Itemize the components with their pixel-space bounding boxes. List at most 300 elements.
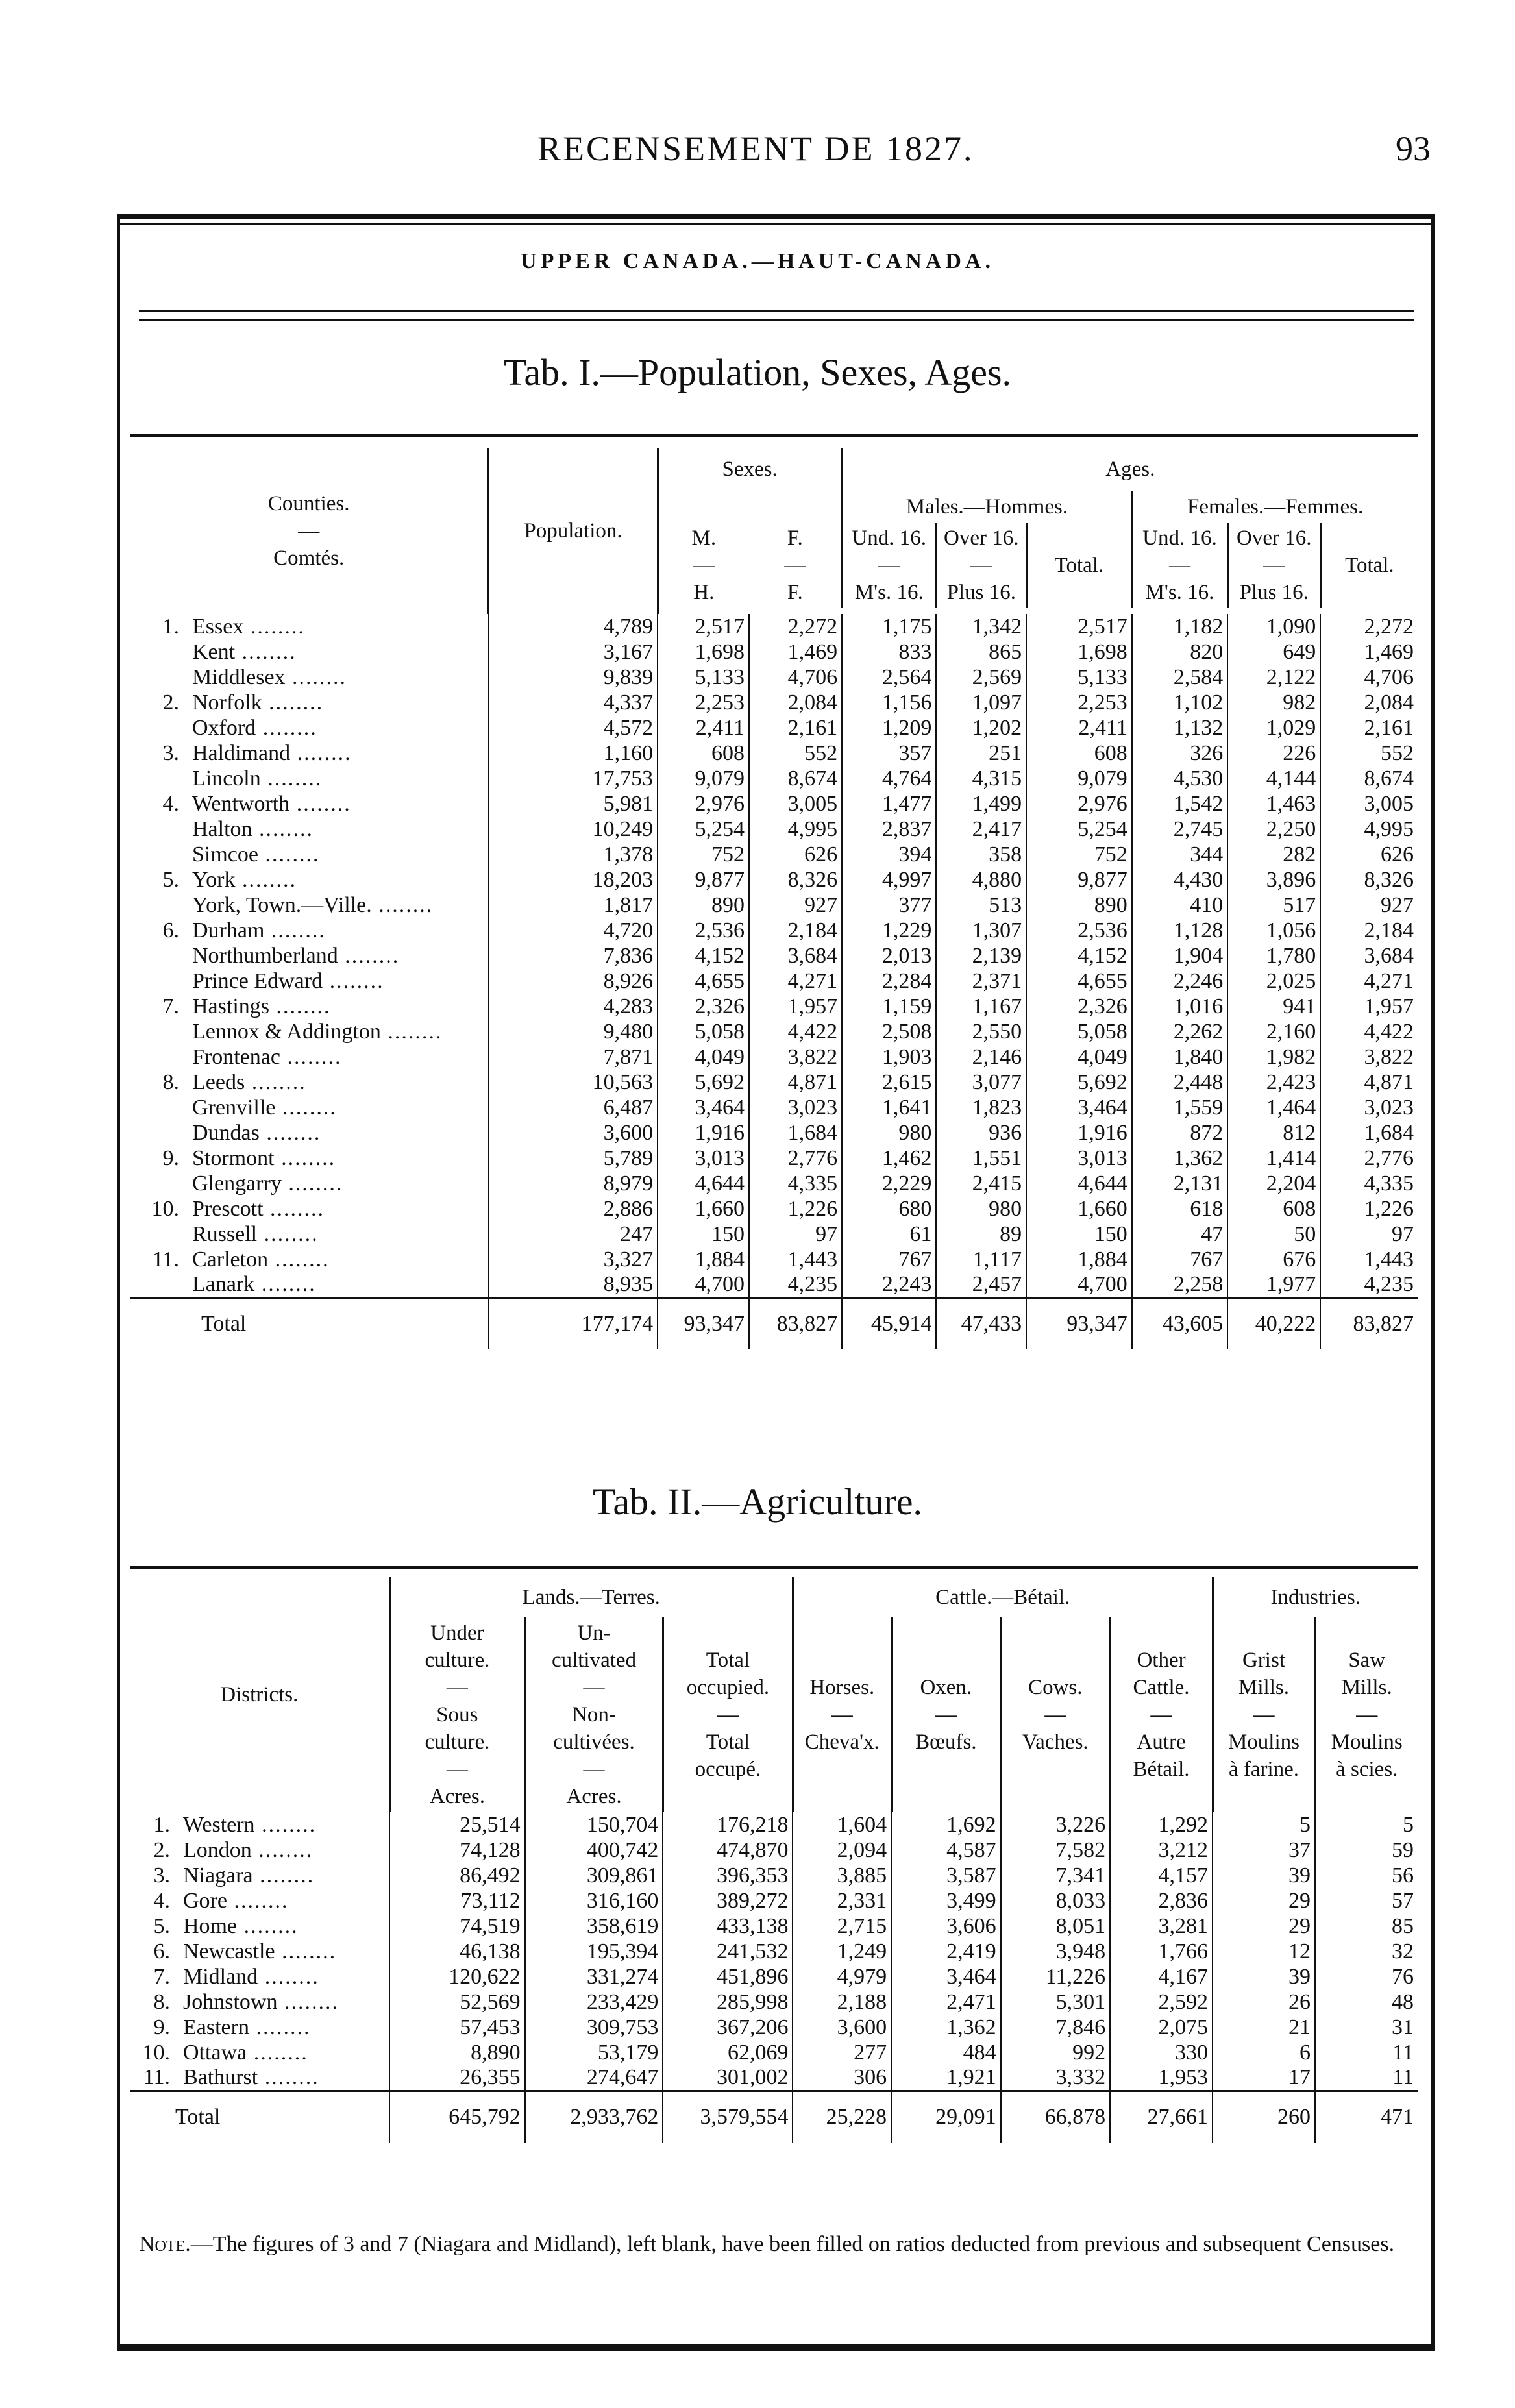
row-name: Newcastle: [183, 1939, 275, 1963]
table-cell: 4,337: [489, 690, 658, 715]
table-cell: 1,884: [658, 1247, 749, 1272]
table-cell: 649: [1227, 639, 1320, 665]
table-row: [130, 1171, 1418, 1196]
header-females-over16: [1227, 523, 1320, 608]
table-cell: 1,884: [1026, 1247, 1132, 1272]
table-cell: 1,097: [936, 690, 1026, 715]
table-cell: 2,161: [749, 715, 842, 741]
footnote-lead: Note.: [139, 2232, 191, 2256]
table-row: [130, 1863, 1418, 1888]
header-other-cattle: [1110, 1617, 1213, 1812]
table-cell: 1,957: [1320, 994, 1418, 1019]
table-cell: 17: [1213, 2065, 1315, 2091]
table-cell: 833: [842, 639, 936, 665]
row-label: [130, 1812, 389, 1837]
table-cell: 74,128: [389, 1837, 525, 1863]
table-cell: 1,698: [1026, 639, 1132, 665]
row-number: 5.: [162, 867, 179, 892]
table-cell: 97: [1320, 1222, 1418, 1247]
table-cell: 1,692: [891, 1812, 1000, 1837]
header-text: —: [693, 554, 715, 577]
header-cows: [1001, 1617, 1110, 1812]
table-cell: 676: [1227, 1247, 1320, 1272]
table-cell: 326: [1132, 741, 1227, 766]
row-label: [130, 842, 489, 867]
table-cell: 195,394: [525, 1939, 663, 1964]
table-cell: 6: [1213, 2040, 1315, 2065]
table-cell: 8,326: [749, 867, 842, 892]
table-row: [130, 1812, 1418, 1837]
table-cell: 3,684: [749, 943, 842, 968]
table-cell: 274,647: [525, 2065, 663, 2091]
table-cell: 1,840: [1132, 1044, 1227, 1070]
row-name: London: [183, 1837, 252, 1862]
table-cell: 97: [749, 1222, 842, 1247]
table-cell: 251: [936, 741, 1026, 766]
table-cell: 2,229: [842, 1171, 936, 1196]
table-cell: 3,464: [891, 1964, 1000, 1989]
table-cell: 1,463: [1227, 791, 1320, 817]
table-cell: 1,982: [1227, 1044, 1320, 1070]
table-cell: 4,880: [936, 867, 1026, 892]
table-cell: 4,152: [658, 943, 749, 968]
table-cell: 39: [1213, 1863, 1315, 1888]
row-name: York, Town.—Ville.: [192, 892, 372, 917]
table-cell: 4,530: [1132, 766, 1227, 791]
table-cell: 277: [793, 2040, 891, 2065]
header-text: Und. 16.: [852, 526, 927, 550]
table-cell: 74,519: [389, 1913, 525, 1939]
row-label: [130, 1095, 489, 1120]
table-cell: 1,641: [842, 1095, 936, 1120]
table-row: [130, 1146, 1418, 1171]
table-cell: 1,916: [1026, 1120, 1132, 1146]
header-text: —: [1150, 1703, 1172, 1726]
total-cell: 83,827: [1320, 1298, 1418, 1349]
table-cell: 2,253: [1026, 690, 1132, 715]
table-cell: 927: [1320, 892, 1418, 918]
total-row: [130, 2091, 1418, 2143]
row-label: [130, 918, 489, 943]
table-cell: 3,587: [891, 1863, 1000, 1888]
table-row: [130, 842, 1418, 867]
header-text: Bétail.: [1133, 1758, 1190, 1781]
table-cell: 4,706: [1320, 665, 1418, 690]
table-cell: 1,160: [489, 741, 658, 766]
total-label: Total: [130, 1298, 489, 1349]
header-text: Non-: [572, 1703, 616, 1726]
header-text: Plus 16.: [946, 581, 1016, 604]
table-cell: 21: [1213, 2015, 1315, 2040]
header-text: Counties.: [267, 492, 350, 515]
table-cell: 1,159: [842, 994, 936, 1019]
row-name: Eastern: [183, 2015, 249, 2039]
table-cell: 2,584: [1132, 665, 1227, 690]
table-cell: 3,013: [658, 1146, 749, 1171]
table-cell: 233,429: [525, 1989, 663, 2015]
table-cell: 2,976: [1026, 791, 1132, 817]
leader-dots: ........: [254, 1812, 317, 1837]
header-text: —: [717, 1703, 739, 1726]
table-cell: 626: [1320, 842, 1418, 867]
table-cell: 29: [1213, 1913, 1315, 1939]
table-cell: 890: [1026, 892, 1132, 918]
table-cell: 4,271: [1320, 968, 1418, 994]
header-text: —: [583, 1676, 605, 1699]
table-cell: 1,904: [1132, 943, 1227, 968]
header-ages: Ages.: [842, 448, 1418, 491]
table-cell: 37: [1213, 1837, 1315, 1863]
leader-dots: ........: [280, 1044, 342, 1069]
table-cell: 11,226: [1001, 1964, 1110, 1989]
header-text: occupied.: [686, 1676, 770, 1699]
table-cell: 2,457: [936, 1272, 1026, 1298]
leader-dots: ........: [252, 1863, 315, 1887]
table-cell: 1,684: [1320, 1120, 1418, 1146]
header-cattle: Cattle.—Bétail.: [793, 1577, 1213, 1617]
table-cell: 1,780: [1227, 943, 1320, 968]
leader-dots: ........: [275, 1939, 337, 1963]
table-row: [130, 766, 1418, 791]
table-row: [130, 1247, 1418, 1272]
brace-sexes: [658, 491, 842, 523]
row-label: [130, 867, 489, 892]
row-name: Leeds: [192, 1070, 245, 1094]
total-cell: 45,914: [842, 1298, 936, 1349]
table-cell: 2,250: [1227, 817, 1320, 842]
row-name: Grenville: [192, 1095, 276, 1120]
table-row: [130, 1070, 1418, 1095]
leader-dots: ........: [254, 1272, 316, 1296]
table-cell: 2,411: [1026, 715, 1132, 741]
table-cell: 872: [1132, 1120, 1227, 1146]
table-cell: 4,271: [749, 968, 842, 994]
table-row: [130, 1888, 1418, 1913]
frame-top-rule: [117, 214, 1435, 219]
table-cell: 12: [1213, 1939, 1315, 1964]
table-cell: 5,789: [489, 1146, 658, 1171]
table-cell: 4,152: [1026, 943, 1132, 968]
divider: [139, 319, 1414, 321]
table-cell: 61: [842, 1222, 936, 1247]
table-cell: 2,253: [658, 690, 749, 715]
row-name: Stormont: [192, 1146, 275, 1170]
total-cell: 3,579,554: [663, 2091, 793, 2143]
total-row: [130, 1298, 1418, 1349]
table-cell: 57,453: [389, 2015, 525, 2040]
table-cell: 1,156: [842, 690, 936, 715]
header-males-over16: [936, 523, 1026, 608]
header-text: culture.: [425, 1730, 490, 1754]
table-cell: 2,776: [1320, 1146, 1418, 1171]
row-name: Halton: [192, 817, 252, 841]
row-label: [130, 614, 489, 639]
total-cell: 2,933,762: [525, 2091, 663, 2143]
table-cell: 4,430: [1132, 867, 1227, 892]
table-cell: 820: [1132, 639, 1227, 665]
header-uncultivated: [525, 1617, 663, 1812]
table-cell: 2,184: [749, 918, 842, 943]
table-cell: 5,133: [1026, 665, 1132, 690]
table-cell: 1,903: [842, 1044, 936, 1070]
row-name: Carleton: [192, 1247, 269, 1272]
table-row: [130, 943, 1418, 968]
row-name: Norfolk: [192, 690, 262, 715]
table-cell: 344: [1132, 842, 1227, 867]
table-cell: 1,464: [1227, 1095, 1320, 1120]
table-cell: 7,341: [1001, 1863, 1110, 1888]
table-cell: 4,572: [489, 715, 658, 741]
table-cell: 1,469: [749, 639, 842, 665]
header-text: —: [970, 554, 992, 577]
row-number: 3.: [162, 741, 179, 765]
header-text: —: [298, 519, 320, 543]
table-cell: 1,167: [936, 994, 1026, 1019]
row-label: [130, 690, 489, 715]
header-text: Cattle.: [1133, 1676, 1190, 1699]
row-label: [130, 741, 489, 766]
table-cell: 26: [1213, 1989, 1315, 2015]
table-cell: 46,138: [389, 1939, 525, 1964]
table-cell: 2,550: [936, 1019, 1026, 1044]
row-label: [130, 1044, 489, 1070]
table-cell: 1,477: [842, 791, 936, 817]
table-row: [130, 1095, 1418, 1120]
header-text: —: [831, 1703, 853, 1726]
table-cell: 1,443: [1320, 1247, 1418, 1272]
table-cell: 3,885: [793, 1863, 891, 1888]
total-cell: 43,605: [1132, 1298, 1227, 1349]
leader-dots: ........: [277, 1989, 339, 2014]
table-cell: 3,023: [1320, 1095, 1418, 1120]
table-cell: 4,764: [842, 766, 936, 791]
header-text: Other: [1137, 1649, 1186, 1672]
table-cell: 330: [1110, 2040, 1213, 2065]
row-label: [130, 1120, 489, 1146]
table-cell: 1,175: [842, 614, 936, 639]
row-number: 10.: [142, 2040, 170, 2065]
table-cell: 241,532: [663, 1939, 793, 1964]
leader-dots: ........: [338, 943, 400, 968]
table-cell: 8,935: [489, 1272, 658, 1298]
leader-dots: ........: [289, 791, 351, 816]
table-row: [130, 1989, 1418, 2015]
table-cell: 4,995: [749, 817, 842, 842]
table-cell: 47: [1132, 1222, 1227, 1247]
table-cell: 1,551: [936, 1146, 1026, 1171]
table-cell: 400,742: [525, 1837, 663, 1863]
table-cell: 1,229: [842, 918, 936, 943]
table-cell: 120,622: [389, 1964, 525, 1989]
table-cell: 1,660: [1026, 1196, 1132, 1222]
header-text: cultivées.: [553, 1730, 635, 1754]
table-cell: 73,112: [389, 1888, 525, 1913]
table-cell: 2,471: [891, 1989, 1000, 2015]
header-text: M's. 16.: [1145, 581, 1214, 604]
header-males: Males.—Hommes.: [842, 491, 1132, 523]
table-cell: 4,700: [658, 1272, 749, 1298]
table-cell: 1,378: [489, 842, 658, 867]
row-label: [130, 791, 489, 817]
leader-dots: ........: [275, 1095, 337, 1120]
row-name: Ottawa: [183, 2040, 247, 2065]
header-districts: Districts.: [220, 1683, 299, 1706]
row-name: Home: [183, 1913, 238, 1938]
leader-dots: ........: [290, 741, 352, 765]
table-row: [130, 791, 1418, 817]
table-cell: 31: [1315, 2015, 1418, 2040]
table-cell: 2,272: [749, 614, 842, 639]
header-text: Grist: [1242, 1649, 1285, 1672]
table-cell: 2,013: [842, 943, 936, 968]
header-females: Females.—Femmes.: [1132, 491, 1418, 523]
row-label: [130, 1863, 389, 1888]
row-name: York: [192, 867, 236, 892]
table-cell: 2,075: [1110, 2015, 1213, 2040]
table-cell: 3,212: [1110, 1837, 1213, 1863]
table-cell: 9,877: [658, 867, 749, 892]
table-cell: 2,204: [1227, 1171, 1320, 1196]
table-cell: 1,362: [1132, 1146, 1227, 1171]
header-text: Sous: [436, 1703, 478, 1726]
table-cell: 1,542: [1132, 791, 1227, 817]
table-cell: 1,226: [749, 1196, 842, 1222]
table-cell: 2,448: [1132, 1070, 1227, 1095]
table-cell: 1,921: [891, 2065, 1000, 2091]
table-cell: 150: [658, 1222, 749, 1247]
row-name: Durham: [192, 918, 265, 942]
row-label: [130, 2065, 389, 2091]
table-cell: 59: [1315, 1837, 1418, 1863]
table-cell: 39: [1213, 1964, 1315, 1989]
header-saw-mills: [1315, 1617, 1418, 1812]
table-cell: 358,619: [525, 1913, 663, 1939]
header-text: Over 16.: [944, 526, 1019, 550]
table-cell: 18,203: [489, 867, 658, 892]
row-label: [130, 1070, 489, 1095]
header-text: —: [1044, 1703, 1066, 1726]
table-cell: 76: [1315, 1964, 1418, 1989]
header-text: —: [1263, 554, 1285, 577]
table-cell: 316,160: [525, 1888, 663, 1913]
table-row: [130, 1196, 1418, 1222]
table-cell: 941: [1227, 994, 1320, 1019]
header-text: Acres.: [566, 1785, 622, 1808]
row-name: Northumberland: [192, 943, 338, 968]
table-cell: 552: [749, 741, 842, 766]
table-cell: 980: [842, 1120, 936, 1146]
leader-dots: ........: [269, 994, 331, 1018]
row-label: [130, 1913, 389, 1939]
leader-dots: ........: [247, 2040, 308, 2065]
table-cell: 4,049: [658, 1044, 749, 1070]
table-cell: 389,272: [663, 1888, 793, 1913]
row-name: Oxford: [192, 715, 256, 740]
table-cell: 1,209: [842, 715, 936, 741]
table-cell: 2,569: [936, 665, 1026, 690]
region-title: UPPER CANADA.—HAUT-CANADA.: [521, 249, 994, 273]
leader-dots: ........: [323, 968, 384, 993]
table-cell: 3,013: [1026, 1146, 1132, 1171]
table-cell: 927: [749, 892, 842, 918]
leader-dots: ........: [371, 892, 434, 917]
table-cell: 150: [1026, 1222, 1132, 1247]
table-cell: 865: [936, 639, 1026, 665]
table-cell: 2,184: [1320, 918, 1418, 943]
table-cell: 5,254: [658, 817, 749, 842]
table-cell: 9,480: [489, 1019, 658, 1044]
leader-dots: ........: [259, 1120, 321, 1145]
table-cell: 3,606: [891, 1913, 1000, 1939]
table-cell: 8,979: [489, 1171, 658, 1196]
header-text: cultivated: [551, 1649, 637, 1672]
table-cell: 1,977: [1227, 1272, 1320, 1298]
table-cell: 5,692: [658, 1070, 749, 1095]
leader-dots: ........: [380, 1019, 443, 1044]
row-name: Gore: [183, 1888, 227, 1913]
table-cell: 4,422: [1320, 1019, 1418, 1044]
table-cell: 4,283: [489, 994, 658, 1019]
header-text: Mills.: [1341, 1676, 1392, 1699]
table-cell: 5,058: [658, 1019, 749, 1044]
leader-dots: ........: [258, 2065, 319, 2089]
total-cell: 27,661: [1110, 2091, 1213, 2143]
row-number: 4.: [153, 1888, 170, 1913]
table-cell: 5: [1213, 1812, 1315, 1837]
table-cell: 2,836: [1110, 1888, 1213, 1913]
total-cell: 47,433: [936, 1298, 1026, 1349]
table-cell: 1,499: [936, 791, 1026, 817]
leader-dots: ........: [263, 1196, 325, 1221]
table-cell: 1,817: [489, 892, 658, 918]
table-cell: 3,005: [749, 791, 842, 817]
table-cell: 5,301: [1001, 1989, 1110, 2015]
table-cell: 3,023: [749, 1095, 842, 1120]
table-cell: 767: [1132, 1247, 1227, 1272]
row-label: [130, 665, 489, 690]
table-cell: 1,443: [749, 1247, 842, 1272]
header-text: —: [446, 1758, 468, 1781]
table-cell: 4,315: [936, 766, 1026, 791]
row-name: Dundas: [192, 1120, 260, 1145]
row-label: [130, 817, 489, 842]
table1-top-rule: [130, 434, 1418, 437]
row-label: [130, 1964, 389, 1989]
header-text: Over 16.: [1237, 526, 1312, 550]
table-cell: 26,355: [389, 2065, 525, 2091]
table-cell: 4,587: [891, 1837, 1000, 1863]
table-cell: 2,615: [842, 1070, 936, 1095]
table-cell: 1,660: [658, 1196, 749, 1222]
header-males-total: Total.: [1026, 523, 1132, 608]
table-cell: 3,896: [1227, 867, 1320, 892]
header-text: Autre: [1137, 1730, 1186, 1754]
frame-bottom-rule: [117, 2344, 1435, 2351]
table-cell: 2,508: [842, 1019, 936, 1044]
table-cell: 626: [749, 842, 842, 867]
table-cell: 9,877: [1026, 867, 1132, 892]
table-row: [130, 690, 1418, 715]
table-cell: 8,674: [1320, 766, 1418, 791]
header-text: —: [583, 1758, 605, 1781]
table2-top-rule: [130, 1566, 1418, 1569]
table-cell: 1,090: [1227, 614, 1320, 639]
table-row: [130, 2065, 1418, 2091]
table-cell: 1,684: [749, 1120, 842, 1146]
table-cell: 1,292: [1110, 1812, 1213, 1837]
table-row: [130, 867, 1418, 892]
table-cell: 11: [1315, 2065, 1418, 2091]
